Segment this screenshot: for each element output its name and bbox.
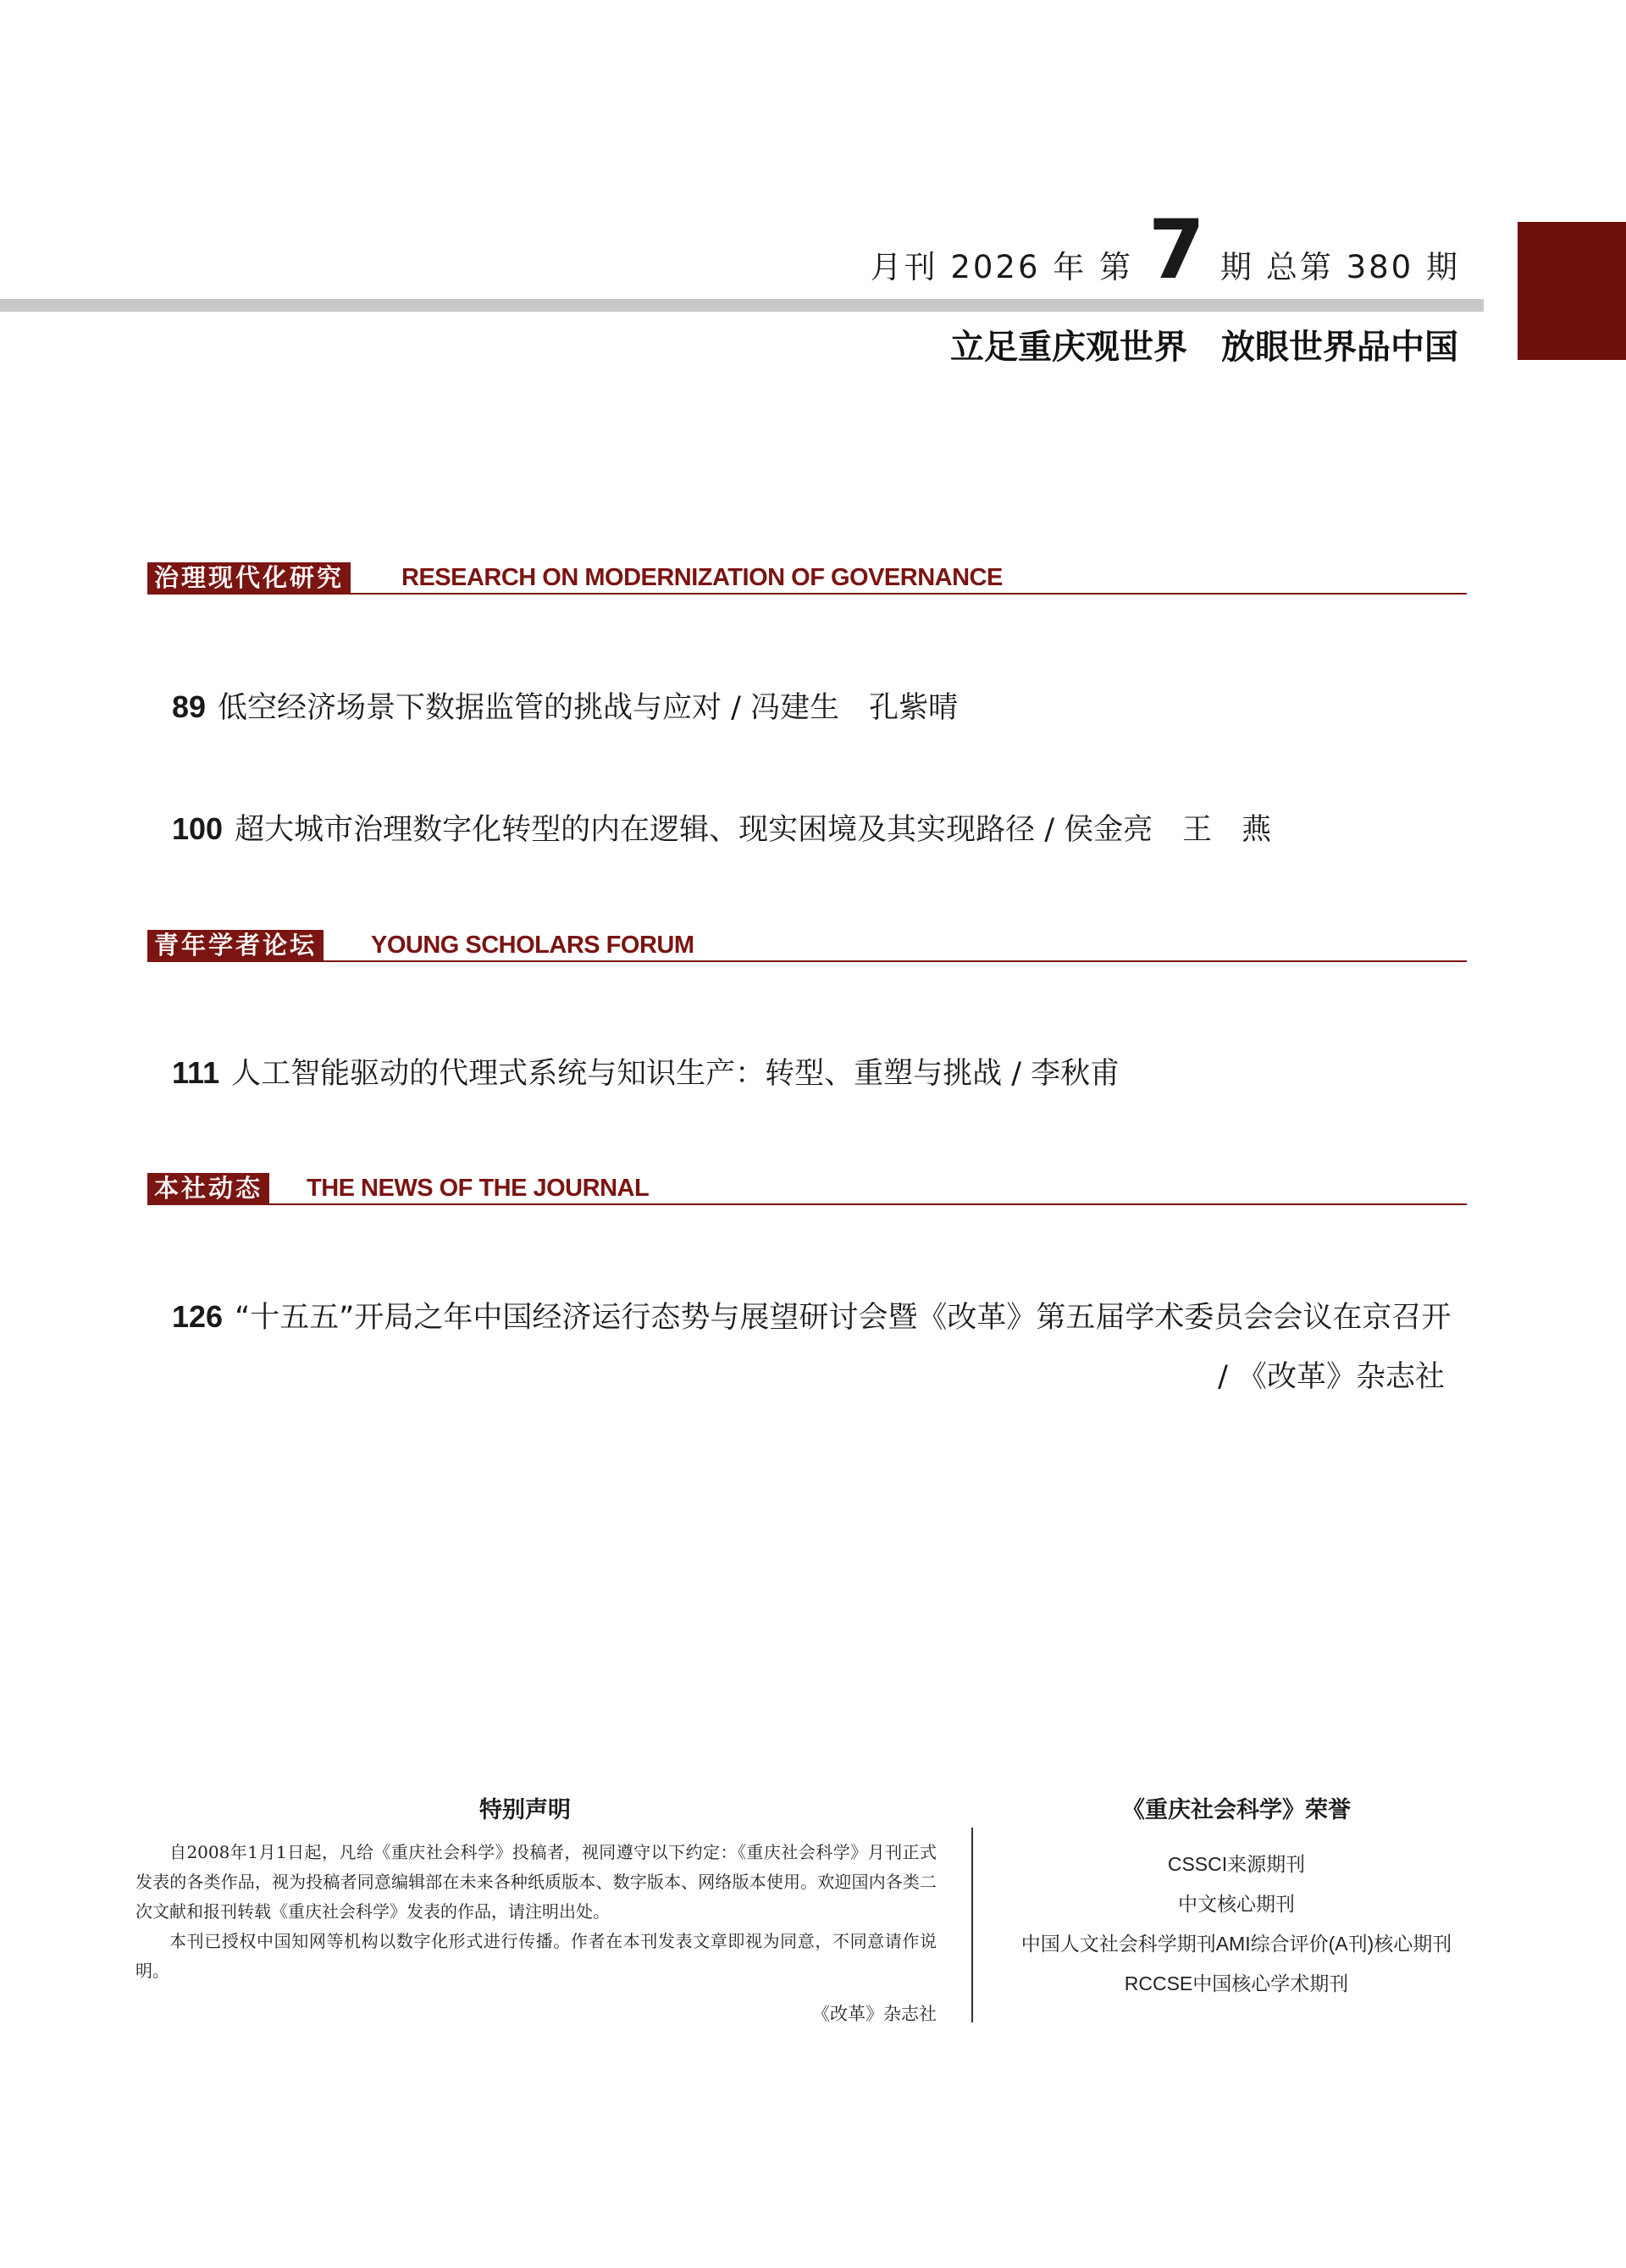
section-title-en: YOUNG SCHOLARS FORUM: [371, 932, 694, 959]
journal-slogan: 立足重庆观世界 放眼世界品中国: [950, 327, 1458, 367]
issue-number: 7: [1148, 202, 1205, 297]
toc-entry-continuation: / 《改革》杂志社: [1218, 1360, 1445, 1394]
section-header-journal-news: [147, 1170, 1467, 1205]
honors-list: [982, 1845, 1490, 2004]
toc-entry-text: 超大城市治理数字化转型的内在逻辑、现实困境及其实现路径 / 侯金亮 王 燕: [235, 813, 1272, 847]
footer-divider: [971, 1828, 973, 2022]
toc-entry[interactable]: [172, 1050, 1120, 1093]
issue-line: [870, 202, 1460, 297]
toc-entry-text: 人工智能驱动的代理式系统与知识生产：转型、重塑与挑战 / 李秋甫: [231, 1057, 1120, 1091]
toc-entry[interactable]: [172, 684, 958, 727]
toc-entry-text: 低空经济场景下数据监管的挑战与应对 / 冯建生 孔紫晴: [218, 691, 959, 725]
corner-tab-block: [1518, 222, 1626, 360]
toc-page-number: 126: [172, 1299, 224, 1334]
notice-paragraph: 本刊已授权中国知网等机构以数字化形式进行传播。作者在本刊发表文章即视为同意，不同意请作说明。: [136, 1931, 937, 1981]
notice-body: [136, 1838, 937, 1986]
section-title-cn: 本社动态: [147, 1173, 269, 1203]
honor-item: 中文核心期刊: [1178, 1893, 1295, 1915]
section-title-en: THE NEWS OF THE JOURNAL: [307, 1175, 650, 1202]
section-title-en: RESEARCH ON MODERNIZATION OF GOVERNANCE: [401, 564, 1003, 591]
toc-page-number: 111: [172, 1055, 220, 1090]
honor-item: CSSCI来源期刊: [1167, 1853, 1306, 1875]
toc-page-number: 89: [172, 689, 207, 724]
section-title-cn: 青年学者论坛: [147, 930, 324, 960]
section-header-governance: [147, 559, 1467, 595]
total-issue: 总第 380 期: [1265, 249, 1460, 285]
notice-title: 特别声明: [479, 1797, 571, 1823]
honors-title: 《重庆社会科学》荣誉: [1122, 1797, 1351, 1823]
toc-entry-text: “十五五”开局之年中国经济运行态势与展望研讨会暨《改革》第五届学术委员会会议在京召开: [235, 1301, 1452, 1335]
notice-paragraph: 自2008年1月1日起，凡给《重庆社会科学》投稿者，视同遵守以下约定：《重庆社会科学》月刊正式发表的各类作品，视为投稿者同意编辑部在未来各种纸质版本、数字版本、网络版本使用。欢迎国内各类二次文献和报刊转载《重庆社会科学》发表的作品，请注明出处。: [136, 1842, 937, 1922]
notice-signature: 《改革》杂志社: [812, 2004, 937, 2024]
issue-unit: 期: [1220, 249, 1254, 285]
header-rule: [0, 299, 1484, 312]
honor-item: RCCSE中国核心学术期刊: [1124, 1972, 1349, 1994]
issue-prefix: 月刊 2026 年 第: [870, 249, 1134, 285]
section-title-cn: 治理现代化研究: [147, 562, 351, 593]
toc-entry[interactable]: [172, 806, 1271, 849]
honor-item: 中国人文社会科学期刊AMI综合评价(A刊)核心期刊: [1020, 1933, 1452, 1955]
toc-entry[interactable]: [172, 1294, 1451, 1336]
section-header-young-scholars: [147, 927, 1467, 962]
toc-page-number: 100: [172, 811, 224, 846]
